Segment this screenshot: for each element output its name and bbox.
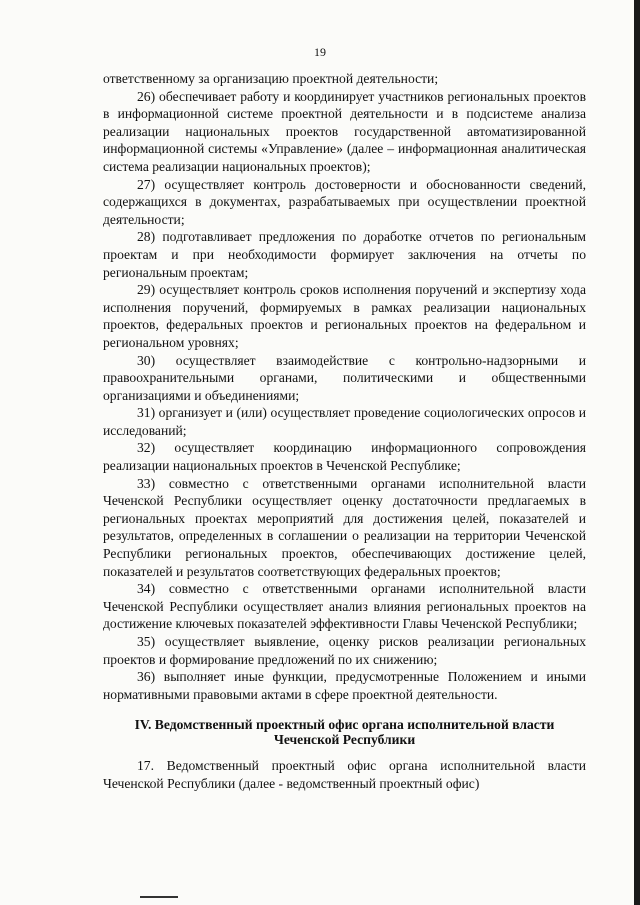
document-body: [103, 70, 586, 793]
page-number: 19: [314, 45, 326, 59]
paragraph: 32) осуществляет координацию информационного сопровождения реализации национальных проектов в Чеченской Республике;: [103, 440, 586, 474]
scan-edge: [634, 0, 640, 905]
paragraph: 29) осуществляет контроль сроков исполнения поручений и экспертизу хода исполнения поручений, формируемых в рамках реализации национальных проектов, федеральных проектов и региональных проектов на федеральном и региональном уровнях;: [103, 282, 586, 350]
paragraph: 33) совместно с ответственными органами исполнительной власти Чеченской Республики осуществляет оценку достаточности предлагаемых в региональных проектах мероприятий для достижения целей, показателей и результатов, определенных в соглашении о реализации на территории Чеченской Республики региональных проектов, обеспечивающих достижение целей, показателей и результатов соответствующих федеральных проектов;: [103, 475, 586, 579]
paragraph: 27) осуществляет контроль достоверности и обоснованности сведений, содержащихся в документах, разрабатываемых при осуществлении проектной деятельности;: [103, 176, 586, 227]
paragraph: 17. Ведомственный проектный офис органа исполнительной власти Чеченской Республики (далее - ведомственный проектный офис): [103, 758, 586, 791]
section-heading-line-1: IV. Ведомственный проектный офис органа исполнительной власти: [134, 717, 555, 733]
scan-mark: [140, 896, 178, 904]
paragraph: 31) организует и (или) осуществляет проведение социологических опросов и исследований;: [103, 405, 586, 438]
paragraph: 36) выполняет иные функции, предусмотренные Положением и иными нормативными правовыми актами в сфере проектной деятельности.: [103, 669, 586, 702]
paragraph: 34) совместно с ответственными органами исполнительной власти Чеченской Республики осуществляет анализ влияния региональных проектов на достижение ключевых показателей эффективности Главы Чеченской Республики;: [103, 581, 586, 632]
paragraph: 35) осуществляет выявление, оценку рисков реализации региональных проектов и формирование предложений по их снижению;: [103, 634, 586, 667]
paragraph: 28) подготавливает предложения по доработке отчетов по региональным проектам и при необходимости формирует заключения на отчеты по региональным проектам;: [103, 229, 586, 280]
paragraph: ответственному за организацию проектной деятельности;: [103, 71, 439, 86]
section-heading: [103, 717, 586, 747]
paragraph: 30) осуществляет взаимодействие с контрольно-надзорными и правоохранительными органами, политическими и общественными организациями и объединениями;: [103, 352, 586, 403]
paragraph: 26) обеспечивает работу и координирует участников региональных проектов в информационной системе проектной деятельности и в подсистеме анализа реализации национальных проектов государственной автоматизированной информационной системы «Управление» (далее – информационная аналитическая система реализации национальных проектов);: [103, 88, 586, 174]
section-heading-line-2: Чеченской Республики: [273, 732, 416, 748]
